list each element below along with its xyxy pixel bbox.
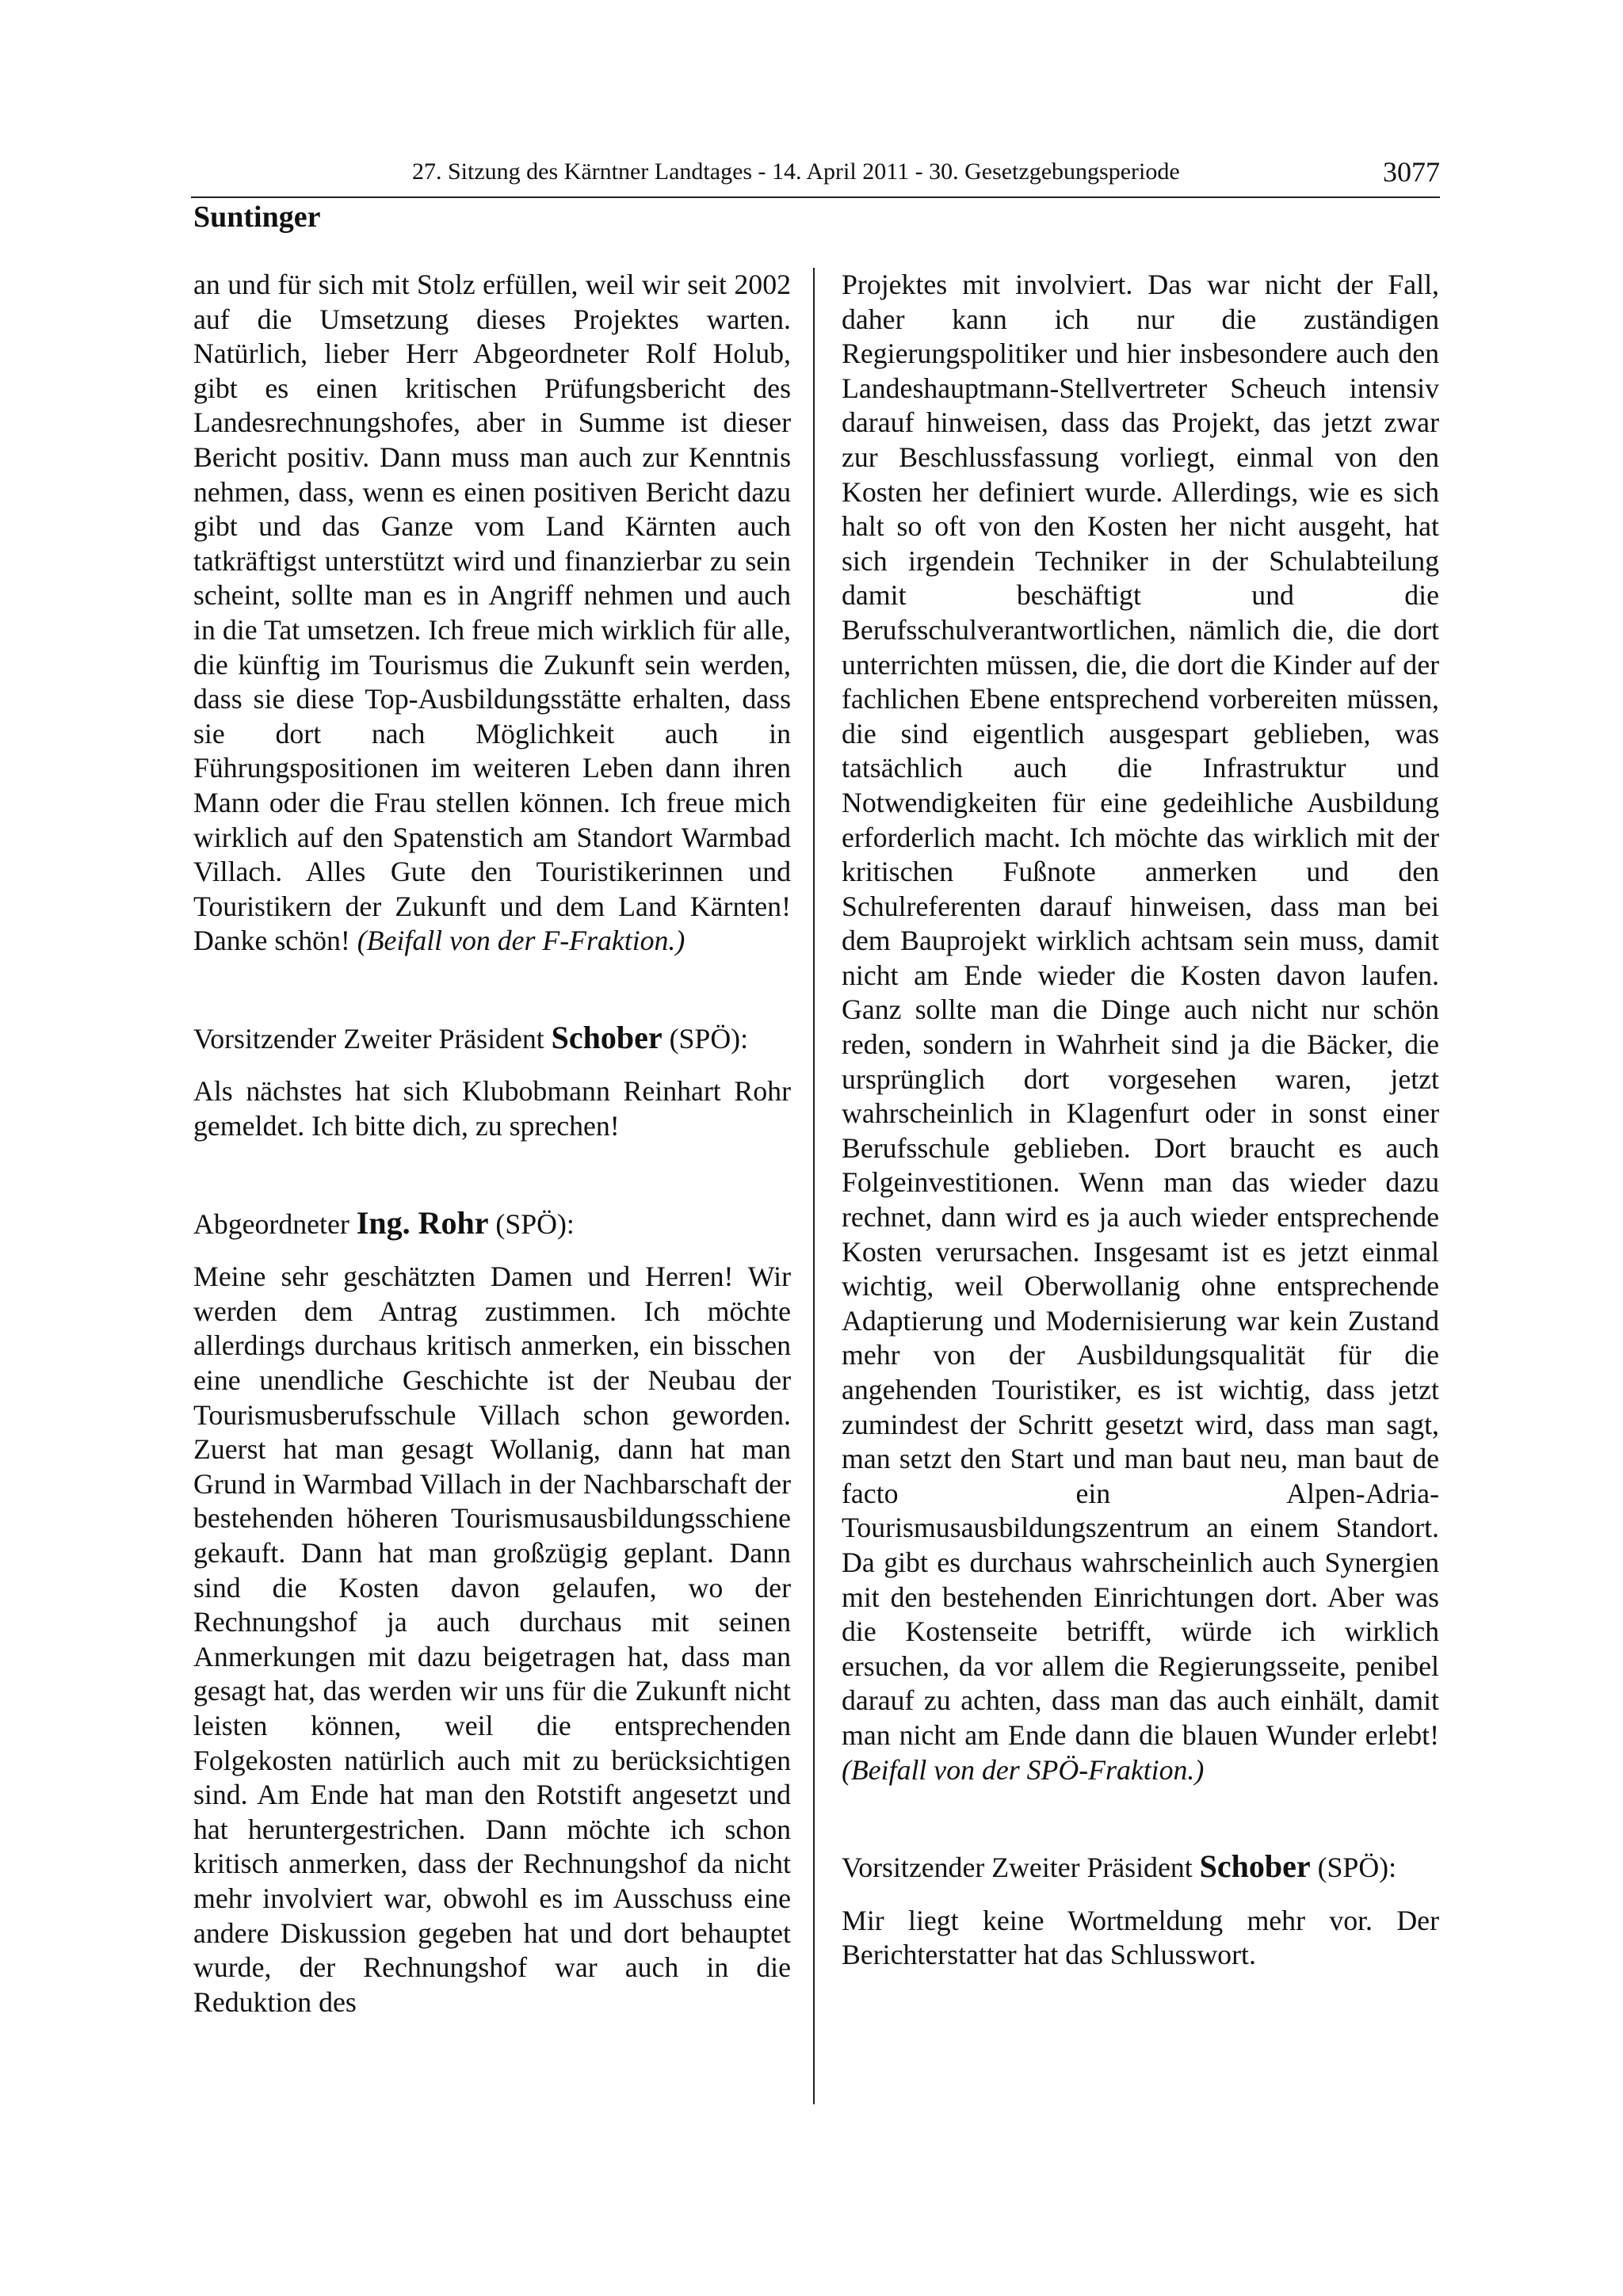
speaker-role: Abgeordneter <box>193 1207 357 1240</box>
page-number: 3077 <box>1383 156 1440 188</box>
speaker-party: (SPÖ): <box>488 1207 575 1240</box>
left-column <box>193 268 791 2019</box>
speaker-line <box>842 1849 1439 1886</box>
speaker-name: Ing. Rohr <box>356 1204 489 1241</box>
running-speaker-name: Suntinger <box>193 200 321 234</box>
speaker-role: Vorsitzender Zweiter Präsident <box>193 1022 552 1055</box>
speaker-name: Schober <box>551 1019 663 1055</box>
speech-paragraph <box>193 268 791 959</box>
speaker-line <box>193 1206 791 1242</box>
applause-note: (Beifall von der SPÖ-Fraktion.) <box>842 1753 1205 1786</box>
header-rule <box>191 196 1440 198</box>
paragraph-text: Projektes mit involviert. Das war nicht der Fall, daher kann ich nur die zuständigen Regierungspolitiker und hier insbesondere auch den Landeshauptmann-Stellvertreter Scheuch intensiv darauf hinweisen, dass das Projekt, das jetzt zwar zur Beschlussfassung vorliegt, einmal von den Kosten her definiert wurde. Allerdings, wie es sich halt so oft von den Kosten her nicht ausgeht, hat sich irgendein Techniker in der Schulabteilung damit beschäftigt und die Berufsschulverantwortlichen, nämlich die, die dort unterrichten müssen, die, die dort die Kinder auf der fachlichen Ebene entsprechend vorbereiten müssen, die sind eigentlich ausgespart geblieben, was tatsächlich auch die Infrastruktur und Notwendigkeiten für eine gedeihliche Ausbildung erforderlich macht. Ich möchte das wirklich mit der kritischen Fußnote anmerken und den Schulreferenten darauf hinweisen, dass man bei dem Bauprojekt wirklich achtsam sein muss, damit nicht am Ende wieder die Kosten davon laufen. Ganz sollte man die Dinge auch nicht nur schön reden, sondern in Wahrheit sind ja die Bäcker, die ursprünglich dort vorgesehen waren, jetzt wahrscheinlich in Klagenfurt oder in sonst einer Berufsschule geblieben. Dort braucht es auch Folgeinvestitionen. Wenn man das wieder dazu rechnet, dann wird es ja auch wieder entsprechende Kosten verursachen. Insgesamt ist es jetzt einmal wichtig, weil Oberwollanig ohne entsprechende Adaptierung und Modernisierung war kein Zustand mehr von der Ausbildungsqualität für die angehenden Touristiker, es ist wichtig, dass jetzt zumindest der Schritt gesetzt wird, dass man sagt, man setzt den Start und man baut neu, man baut de facto ein Alpen-Adria-Tourismusausbildungszentrum an einem Standort. Da gibt es durchaus wahrscheinlich auch Synergien mit den bestehenden Einrichtungen dort. Aber was die Kostenseite betrifft, würde ich wirklich ersuchen, da vor allem die Regierungsseite, penibel darauf zu achten, dass man das auch einhält, damit man nicht am Ende dann die blauen Wunder erlebt! <box>842 269 1439 1751</box>
speaker-name: Schober <box>1199 1848 1311 1885</box>
speaker-party: (SPÖ): <box>1310 1852 1397 1884</box>
speech-paragraph: Meine sehr geschätzten Damen und Herren! Wir werden dem Antrag zustimmen. Ich möchte allerdings durchaus kritisch anmerken, ein bisschen eine unendliche Geschichte ist der Neubau der Tourismusberufsschule Villach schon geworden. Zuerst hat man gesagt Wollanig, dann hat man Grund in Warmbad Villach in der Nachbarschaft der bestehenden höheren Tourismusausbildungsschiene gekauft. Dann hat man großzügig geplant. Dann sind die Kosten davon gelaufen, wo der Rechnungshof ja auch durchaus mit seinen Anmerkungen mit dazu beigetragen hat, dass man gesagt hat, das werden wir uns für die Zukunft nicht leisten können, weil die entsprechenden Folgekosten natürlich auch mit zu berücksichtigen sind. Am Ende hat man den Rotstift angesetzt und hat heruntergestrichen. Dann möchte ich schon kritisch anmerken, dass der Rechnungshof da nicht mehr involviert war, obwohl es im Ausschuss eine andere Diskussion gegeben hat und dort behauptet wurde, der Rechnungshof war auch in die Reduktion des <box>193 1261 791 2018</box>
column-divider <box>813 268 815 2104</box>
session-header: 27. Sitzung des Kärntner Landtages - 14. April 2011 - 30. Gesetzgebungsperiode <box>412 158 1180 185</box>
speech-paragraph: Als nächstes hat sich Klubobmann Reinhart Rohr gemeldet. Ich bitte dich, zu sprechen! <box>193 1075 791 1142</box>
right-column <box>842 268 1439 1973</box>
paragraph-text: an und für sich mit Stolz erfüllen, weil wir seit 2002 auf die Umsetzung dieses Projektes warten. Natürlich, lieber Herr Abgeordneter Rolf Holub, gibt es einen kritischen Prüfungsbericht des Landesrechnungshofes, aber in Summe ist dieser Bericht positiv. Dann muss man auch zur Kenntnis nehmen, dass, wenn es einen positiven Bericht dazu gibt und das Ganze vom Land Kärnten auch tatkräftigst unterstützt wird und finanzierbar zu sein scheint, sollte man es in Angriff nehmen und auch in die Tat umsetzen. Ich freue mich wirklich für alle, die künftig im Tourismus die Zukunft sein werden, dass sie diese Top-Ausbildungsstätte erhalten, dass sie dort nach Möglichkeit auch in Führungspositionen im weiteren Leben dann ihren Mann oder die Frau stellen können. Ich freue mich wirklich auf den Spatenstich am Standort Warmbad Villach. Alles Gute den Touristikerinnen und Touristikern der Zukunft und dem Land Kärnten! Danke schön! <box>193 269 791 957</box>
speech-paragraph: Mir liegt keine Wortmeldung mehr vor. Der Berichterstatter hat das Schlusswort. <box>842 1904 1439 1971</box>
applause-note: (Beifall von der F-Fraktion.) <box>357 925 685 957</box>
speaker-party: (SPÖ): <box>662 1022 749 1055</box>
speech-paragraph <box>842 268 1439 1787</box>
speaker-line <box>193 1020 791 1057</box>
speaker-role: Vorsitzender Zweiter Präsident <box>842 1852 1200 1884</box>
